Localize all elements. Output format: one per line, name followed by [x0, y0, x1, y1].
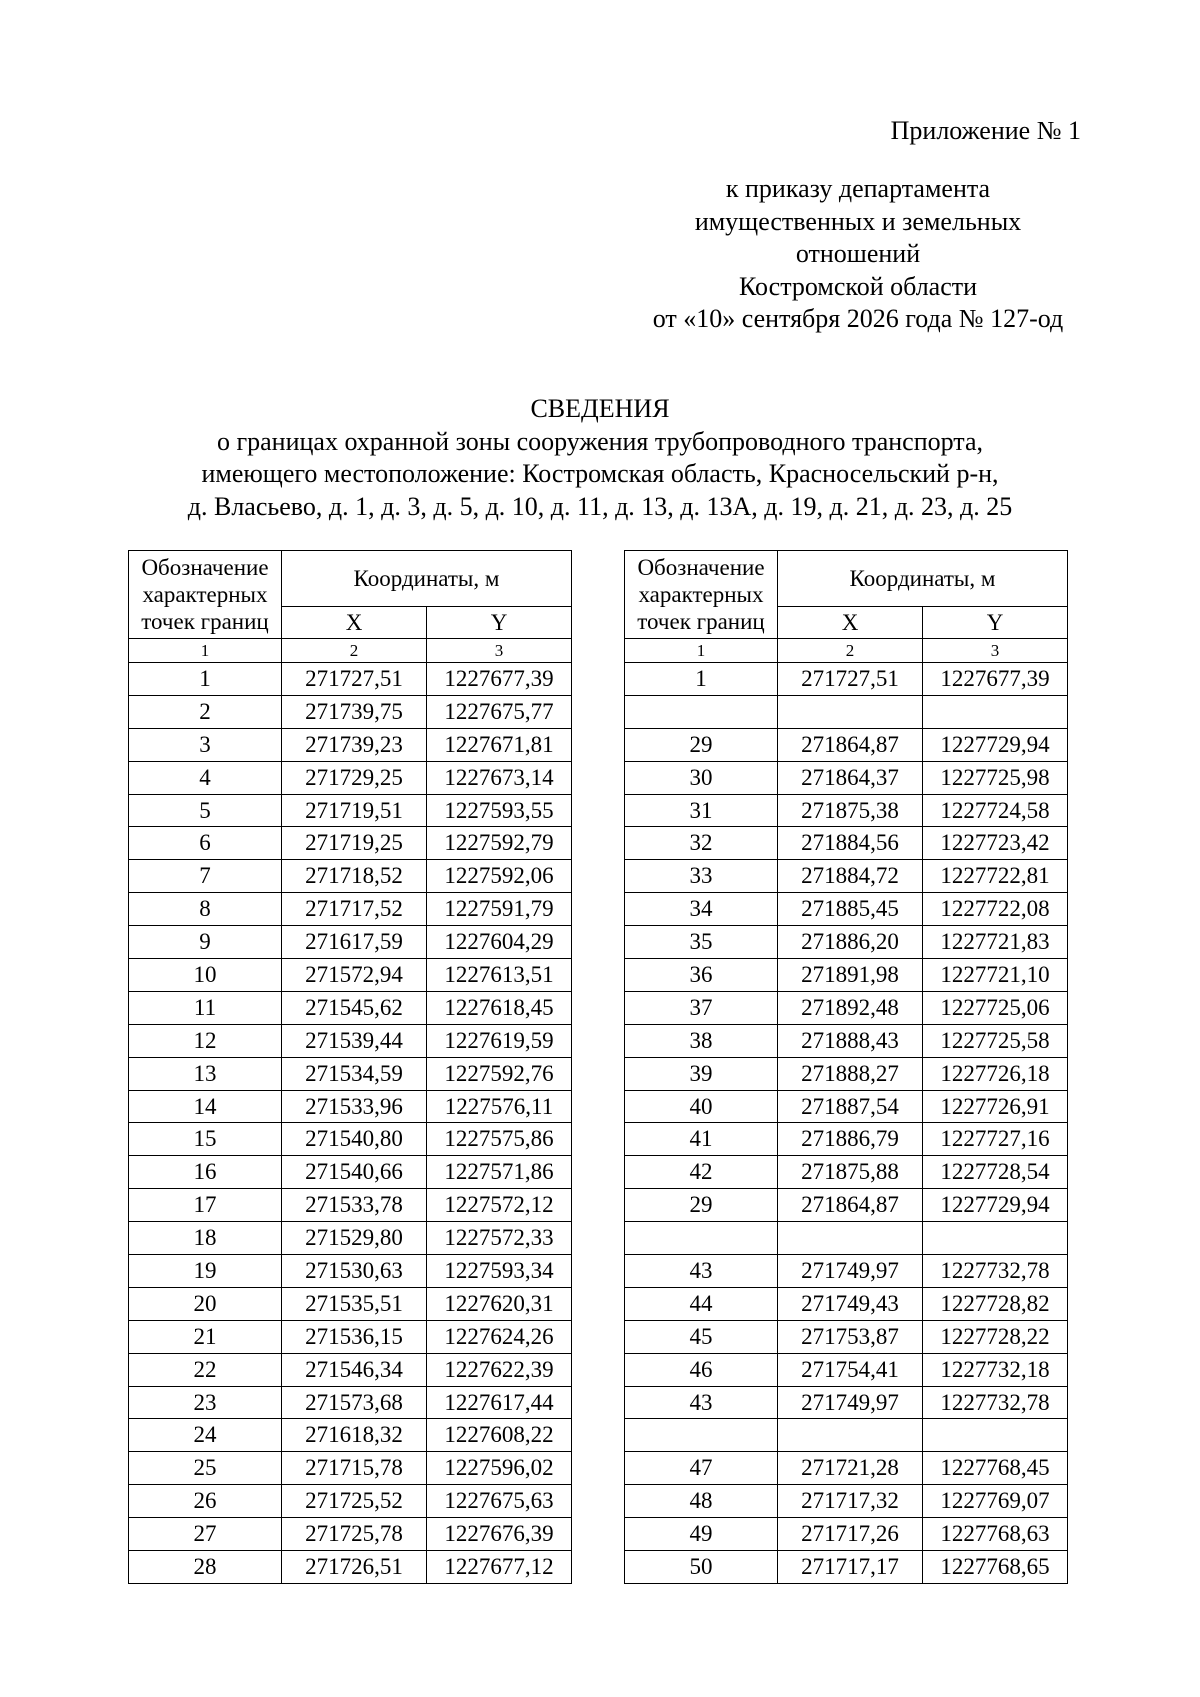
- x-coordinate-cell: 271754,41: [778, 1353, 923, 1386]
- x-coordinate-cell: 271540,66: [282, 1156, 427, 1189]
- x-coordinate-cell: 271888,27: [778, 1057, 923, 1090]
- table-row: [625, 827, 1068, 860]
- x-coordinate-cell: 271617,59: [282, 926, 427, 959]
- table-row: [625, 1189, 1068, 1222]
- x-coordinate-cell: 271721,28: [778, 1452, 923, 1485]
- y-coordinate-cell: 1227732,18: [923, 1353, 1068, 1386]
- y-coordinate-cell: 1227732,78: [923, 1255, 1068, 1288]
- point-number-cell: 23: [129, 1386, 282, 1419]
- heading-line: о границах охранной зоны сооружения трубопроводного транспорта,: [216, 426, 984, 456]
- point-header-line: Обозначение: [637, 555, 765, 580]
- table-row: [625, 1353, 1068, 1386]
- y-coordinate-cell: 1227728,54: [923, 1156, 1068, 1189]
- x-coordinate-cell: 271717,52: [282, 893, 427, 926]
- table-row: [129, 663, 572, 696]
- heading-title: СВЕДЕНИЯ: [530, 394, 670, 423]
- point-number-cell: 8: [129, 893, 282, 926]
- x-coordinate-cell: 271539,44: [282, 1024, 427, 1057]
- point-number-cell: 32: [625, 827, 778, 860]
- column-number: 2: [778, 639, 923, 663]
- table-row: [625, 1419, 1068, 1452]
- table-row: [129, 1452, 572, 1485]
- coordinates-table-left: [128, 550, 572, 1584]
- point-header-line: характерных: [142, 582, 268, 607]
- y-coordinate-cell: 1227729,94: [923, 728, 1068, 761]
- point-number-cell: 42: [625, 1156, 778, 1189]
- table-row: [625, 663, 1068, 696]
- column-number: 1: [129, 639, 282, 663]
- x-coordinate-cell: 271891,98: [778, 959, 923, 992]
- y-coordinate-cell: 1227620,31: [427, 1287, 572, 1320]
- table-row: [625, 1287, 1068, 1320]
- point-number-cell: 10: [129, 959, 282, 992]
- y-coordinate-cell: 1227725,98: [923, 761, 1068, 794]
- table-row: [625, 1222, 1068, 1255]
- point-number-cell: 33: [625, 860, 778, 893]
- table-row: [625, 1156, 1068, 1189]
- coords-column-header: Координаты, м: [778, 551, 1068, 607]
- point-number-cell: 2: [129, 695, 282, 728]
- y-coordinate-cell: 1227722,81: [923, 860, 1068, 893]
- x-coordinate-cell: 271573,68: [282, 1386, 427, 1419]
- order-line: Костромской области: [738, 271, 978, 301]
- point-number-cell: 19: [129, 1255, 282, 1288]
- table-row: [129, 893, 572, 926]
- x-coordinate-cell: 271888,43: [778, 1024, 923, 1057]
- table-row: [129, 991, 572, 1024]
- point-number-cell: 24: [129, 1419, 282, 1452]
- point-column-header: [129, 551, 282, 639]
- table-row: [129, 1024, 572, 1057]
- x-coordinate-cell: 271729,25: [282, 761, 427, 794]
- point-number-cell: 11: [129, 991, 282, 1024]
- heading-line: имеющего местоположение: Костромская область, Красносельский р-н,: [201, 459, 999, 488]
- x-coordinate-cell: 271749,43: [778, 1287, 923, 1320]
- x-coordinate-cell: 271715,78: [282, 1452, 427, 1485]
- point-number-cell: 7: [129, 860, 282, 893]
- x-coordinate-cell: 271529,80: [282, 1222, 427, 1255]
- table-row: [129, 926, 572, 959]
- y-coordinate-cell: 1227592,76: [427, 1057, 572, 1090]
- y-coordinate-cell: 1227725,06: [923, 991, 1068, 1024]
- y-coordinate-cell: 1227721,10: [923, 959, 1068, 992]
- x-coordinate-cell: 271892,48: [778, 991, 923, 1024]
- y-coordinate-cell: 1227675,63: [427, 1485, 572, 1518]
- x-coordinate-cell: 271534,59: [282, 1057, 427, 1090]
- table-row: [129, 761, 572, 794]
- y-coordinate-cell: 1227571,86: [427, 1156, 572, 1189]
- y-coordinate-cell: 1227592,06: [427, 860, 572, 893]
- point-number-cell: 17: [129, 1189, 282, 1222]
- x-coordinate-cell: 271726,51: [282, 1551, 427, 1584]
- point-number-cell: [625, 1222, 778, 1255]
- point-number-cell: 4: [129, 761, 282, 794]
- y-coordinate-cell: 1227575,86: [427, 1123, 572, 1156]
- x-coordinate-cell: [778, 695, 923, 728]
- x-coordinate-cell: 271719,51: [282, 794, 427, 827]
- table-row: [625, 761, 1068, 794]
- table-row: [625, 1057, 1068, 1090]
- point-number-cell: 41: [625, 1123, 778, 1156]
- x-coordinate-cell: 271718,52: [282, 860, 427, 893]
- point-number-cell: 3: [129, 728, 282, 761]
- point-column-header: [625, 551, 778, 639]
- point-number-cell: 44: [625, 1287, 778, 1320]
- y-coordinate-cell: 1227618,45: [427, 991, 572, 1024]
- point-header-line: точек границ: [637, 609, 765, 634]
- y-coordinate-cell: 1227726,18: [923, 1057, 1068, 1090]
- y-coordinate-cell: 1227728,82: [923, 1287, 1068, 1320]
- point-number-cell: 21: [129, 1320, 282, 1353]
- y-coordinate-cell: 1227677,12: [427, 1551, 572, 1584]
- x-coordinate-cell: 271749,97: [778, 1255, 923, 1288]
- y-coordinate-cell: 1227676,39: [427, 1518, 572, 1551]
- x-column-header: X: [778, 607, 923, 639]
- y-coordinate-cell: 1227673,14: [427, 761, 572, 794]
- x-coordinate-cell: 271618,32: [282, 1419, 427, 1452]
- y-coordinate-cell: 1227608,22: [427, 1419, 572, 1452]
- y-coordinate-cell: 1227576,11: [427, 1090, 572, 1123]
- table-row: [625, 1024, 1068, 1057]
- table-row: [129, 827, 572, 860]
- table-row: [129, 1255, 572, 1288]
- point-number-cell: 15: [129, 1123, 282, 1156]
- point-number-cell: 39: [625, 1057, 778, 1090]
- point-number-cell: 45: [625, 1320, 778, 1353]
- point-number-cell: 22: [129, 1353, 282, 1386]
- point-header-line: характерных: [638, 582, 764, 607]
- table-row: [625, 1518, 1068, 1551]
- x-coordinate-cell: 271546,34: [282, 1353, 427, 1386]
- x-coordinate-cell: 271717,17: [778, 1551, 923, 1584]
- y-coordinate-cell: 1227572,12: [427, 1189, 572, 1222]
- y-coordinate-cell: 1227768,45: [923, 1452, 1068, 1485]
- table-row: [129, 1419, 572, 1452]
- document-heading: [100, 393, 1100, 523]
- point-number-cell: 50: [625, 1551, 778, 1584]
- y-coordinate-cell: 1227624,26: [427, 1320, 572, 1353]
- table-row: [129, 1090, 572, 1123]
- order-line: отношений: [795, 239, 921, 268]
- point-number-cell: 1: [625, 663, 778, 696]
- point-header-line: точек границ: [141, 609, 269, 634]
- x-coordinate-cell: 271739,75: [282, 695, 427, 728]
- x-coordinate-cell: 271535,51: [282, 1287, 427, 1320]
- x-coordinate-cell: 271727,51: [778, 663, 923, 696]
- table-row: [625, 1090, 1068, 1123]
- column-number: 1: [625, 639, 778, 663]
- x-coordinate-cell: [778, 1222, 923, 1255]
- point-number-cell: 6: [129, 827, 282, 860]
- y-coordinate-cell: 1227769,07: [923, 1485, 1068, 1518]
- x-coordinate-cell: 271727,51: [282, 663, 427, 696]
- point-number-cell: 18: [129, 1222, 282, 1255]
- table-row: [625, 860, 1068, 893]
- table-row: [625, 728, 1068, 761]
- y-column-header: Y: [427, 607, 572, 639]
- x-coordinate-cell: 271717,32: [778, 1485, 923, 1518]
- y-coordinate-cell: 1227613,51: [427, 959, 572, 992]
- order-line: имущественных и земельных: [694, 206, 1022, 236]
- y-coordinate-cell: 1227591,79: [427, 893, 572, 926]
- table-row: [129, 1156, 572, 1189]
- point-number-cell: 35: [625, 926, 778, 959]
- point-number-cell: 28: [129, 1551, 282, 1584]
- table-row: [625, 1123, 1068, 1156]
- table-row: [129, 1222, 572, 1255]
- x-coordinate-cell: 271533,96: [282, 1090, 427, 1123]
- x-coordinate-cell: 271545,62: [282, 991, 427, 1024]
- point-number-cell: 27: [129, 1518, 282, 1551]
- order-reference: [610, 173, 1106, 336]
- table-row: [129, 695, 572, 728]
- y-coordinate-cell: 1227596,02: [427, 1452, 572, 1485]
- table-row: [129, 1386, 572, 1419]
- x-coordinate-cell: 271886,20: [778, 926, 923, 959]
- table-row: [625, 1320, 1068, 1353]
- table-row: [625, 926, 1068, 959]
- point-number-cell: 36: [625, 959, 778, 992]
- table-row: [129, 1320, 572, 1353]
- point-number-cell: 38: [625, 1024, 778, 1057]
- y-coordinate-cell: 1227677,39: [427, 663, 572, 696]
- point-number-cell: 5: [129, 794, 282, 827]
- x-coordinate-cell: 271884,72: [778, 860, 923, 893]
- x-coordinate-cell: 271739,23: [282, 728, 427, 761]
- y-coordinate-cell: 1227675,77: [427, 695, 572, 728]
- table-row: [625, 1485, 1068, 1518]
- x-coordinate-cell: 271533,78: [282, 1189, 427, 1222]
- y-coordinate-cell: 1227617,44: [427, 1386, 572, 1419]
- column-number: 3: [427, 639, 572, 663]
- y-coordinate-cell: 1227593,55: [427, 794, 572, 827]
- point-number-cell: 26: [129, 1485, 282, 1518]
- y-coordinate-cell: 1227592,79: [427, 827, 572, 860]
- y-coordinate-cell: 1227723,42: [923, 827, 1068, 860]
- point-number-cell: 30: [625, 761, 778, 794]
- coordinates-table-right: [624, 550, 1068, 1584]
- point-number-cell: 40: [625, 1090, 778, 1123]
- y-coordinate-cell: 1227677,39: [923, 663, 1068, 696]
- point-number-cell: 37: [625, 991, 778, 1024]
- x-coordinate-cell: 271530,63: [282, 1255, 427, 1288]
- table-row: [129, 959, 572, 992]
- point-header-line: Обозначение: [141, 555, 269, 580]
- table-row: [625, 1255, 1068, 1288]
- x-coordinate-cell: 271887,54: [778, 1090, 923, 1123]
- y-coordinate-cell: [923, 1419, 1068, 1452]
- x-coordinate-cell: [778, 1419, 923, 1452]
- y-coordinate-cell: 1227622,39: [427, 1353, 572, 1386]
- point-number-cell: 29: [625, 1189, 778, 1222]
- table-row: [129, 1287, 572, 1320]
- point-number-cell: 31: [625, 794, 778, 827]
- x-coordinate-cell: 271540,80: [282, 1123, 427, 1156]
- table-row: [129, 1353, 572, 1386]
- y-coordinate-cell: [923, 1222, 1068, 1255]
- x-coordinate-cell: 271864,37: [778, 761, 923, 794]
- x-coordinate-cell: 271875,38: [778, 794, 923, 827]
- x-coordinate-cell: 271725,52: [282, 1485, 427, 1518]
- table-row: [129, 794, 572, 827]
- point-number-cell: 46: [625, 1353, 778, 1386]
- point-number-cell: 43: [625, 1386, 778, 1419]
- order-line: от «10» сентября 2026 года № 127-од: [652, 304, 1064, 333]
- point-number-cell: [625, 1419, 778, 1452]
- y-coordinate-cell: 1227572,33: [427, 1222, 572, 1255]
- point-number-cell: 14: [129, 1090, 282, 1123]
- column-number: 3: [923, 639, 1068, 663]
- column-number: 2: [282, 639, 427, 663]
- table-row: [129, 1123, 572, 1156]
- y-coordinate-cell: 1227768,63: [923, 1518, 1068, 1551]
- y-coordinate-cell: 1227728,22: [923, 1320, 1068, 1353]
- point-number-cell: 20: [129, 1287, 282, 1320]
- point-number-cell: 1: [129, 663, 282, 696]
- y-coordinate-cell: 1227726,91: [923, 1090, 1068, 1123]
- table-row: [129, 1518, 572, 1551]
- x-coordinate-cell: 271536,15: [282, 1320, 427, 1353]
- table-row: [129, 1485, 572, 1518]
- table-row: [625, 959, 1068, 992]
- table-row: [129, 1057, 572, 1090]
- y-coordinate-cell: 1227725,58: [923, 1024, 1068, 1057]
- table-row: [129, 1551, 572, 1584]
- y-coordinate-cell: 1227729,94: [923, 1189, 1068, 1222]
- table-row: [625, 1386, 1068, 1419]
- x-coordinate-cell: 271884,56: [778, 827, 923, 860]
- x-coordinate-cell: 271753,87: [778, 1320, 923, 1353]
- table-row: [625, 695, 1068, 728]
- point-number-cell: 29: [625, 728, 778, 761]
- y-coordinate-cell: 1227732,78: [923, 1386, 1068, 1419]
- x-coordinate-cell: 271885,45: [778, 893, 923, 926]
- point-number-cell: 9: [129, 926, 282, 959]
- y-coordinate-cell: 1227671,81: [427, 728, 572, 761]
- order-line: к приказу департамента: [725, 174, 991, 203]
- table-row: [625, 1551, 1068, 1584]
- point-number-cell: [625, 695, 778, 728]
- heading-line: д. Власьево, д. 1, д. 3, д. 5, д. 10, д. 11, д. 13, д. 13А, д. 19, д. 21, д. 23, д. 25: [187, 491, 1013, 521]
- y-column-header: Y: [923, 607, 1068, 639]
- x-coordinate-cell: 271864,87: [778, 1189, 923, 1222]
- table-row: [625, 991, 1068, 1024]
- point-number-cell: 49: [625, 1518, 778, 1551]
- point-number-cell: 12: [129, 1024, 282, 1057]
- table-row: [129, 1189, 572, 1222]
- table-row: [625, 1452, 1068, 1485]
- x-coordinate-cell: 271864,87: [778, 728, 923, 761]
- y-coordinate-cell: 1227722,08: [923, 893, 1068, 926]
- x-coordinate-cell: 271749,97: [778, 1386, 923, 1419]
- x-coordinate-cell: 271717,26: [778, 1518, 923, 1551]
- x-coordinate-cell: 271719,25: [282, 827, 427, 860]
- point-number-cell: 34: [625, 893, 778, 926]
- y-coordinate-cell: 1227727,16: [923, 1123, 1068, 1156]
- y-coordinate-cell: 1227593,34: [427, 1255, 572, 1288]
- x-coordinate-cell: 271572,94: [282, 959, 427, 992]
- table-row: [625, 893, 1068, 926]
- y-coordinate-cell: 1227604,29: [427, 926, 572, 959]
- point-number-cell: 43: [625, 1255, 778, 1288]
- x-column-header: X: [282, 607, 427, 639]
- point-number-cell: 16: [129, 1156, 282, 1189]
- point-number-cell: 13: [129, 1057, 282, 1090]
- appendix-title: Приложение № 1: [890, 116, 1081, 145]
- table-row: [129, 728, 572, 761]
- table-row: [129, 860, 572, 893]
- y-coordinate-cell: 1227721,83: [923, 926, 1068, 959]
- coords-column-header: Координаты, м: [282, 551, 572, 607]
- table-row: [625, 794, 1068, 827]
- y-coordinate-cell: [923, 695, 1068, 728]
- point-number-cell: 47: [625, 1452, 778, 1485]
- x-coordinate-cell: 271886,79: [778, 1123, 923, 1156]
- x-coordinate-cell: 271875,88: [778, 1156, 923, 1189]
- point-number-cell: 25: [129, 1452, 282, 1485]
- y-coordinate-cell: 1227619,59: [427, 1024, 572, 1057]
- x-coordinate-cell: 271725,78: [282, 1518, 427, 1551]
- y-coordinate-cell: 1227768,65: [923, 1551, 1068, 1584]
- point-number-cell: 48: [625, 1485, 778, 1518]
- y-coordinate-cell: 1227724,58: [923, 794, 1068, 827]
